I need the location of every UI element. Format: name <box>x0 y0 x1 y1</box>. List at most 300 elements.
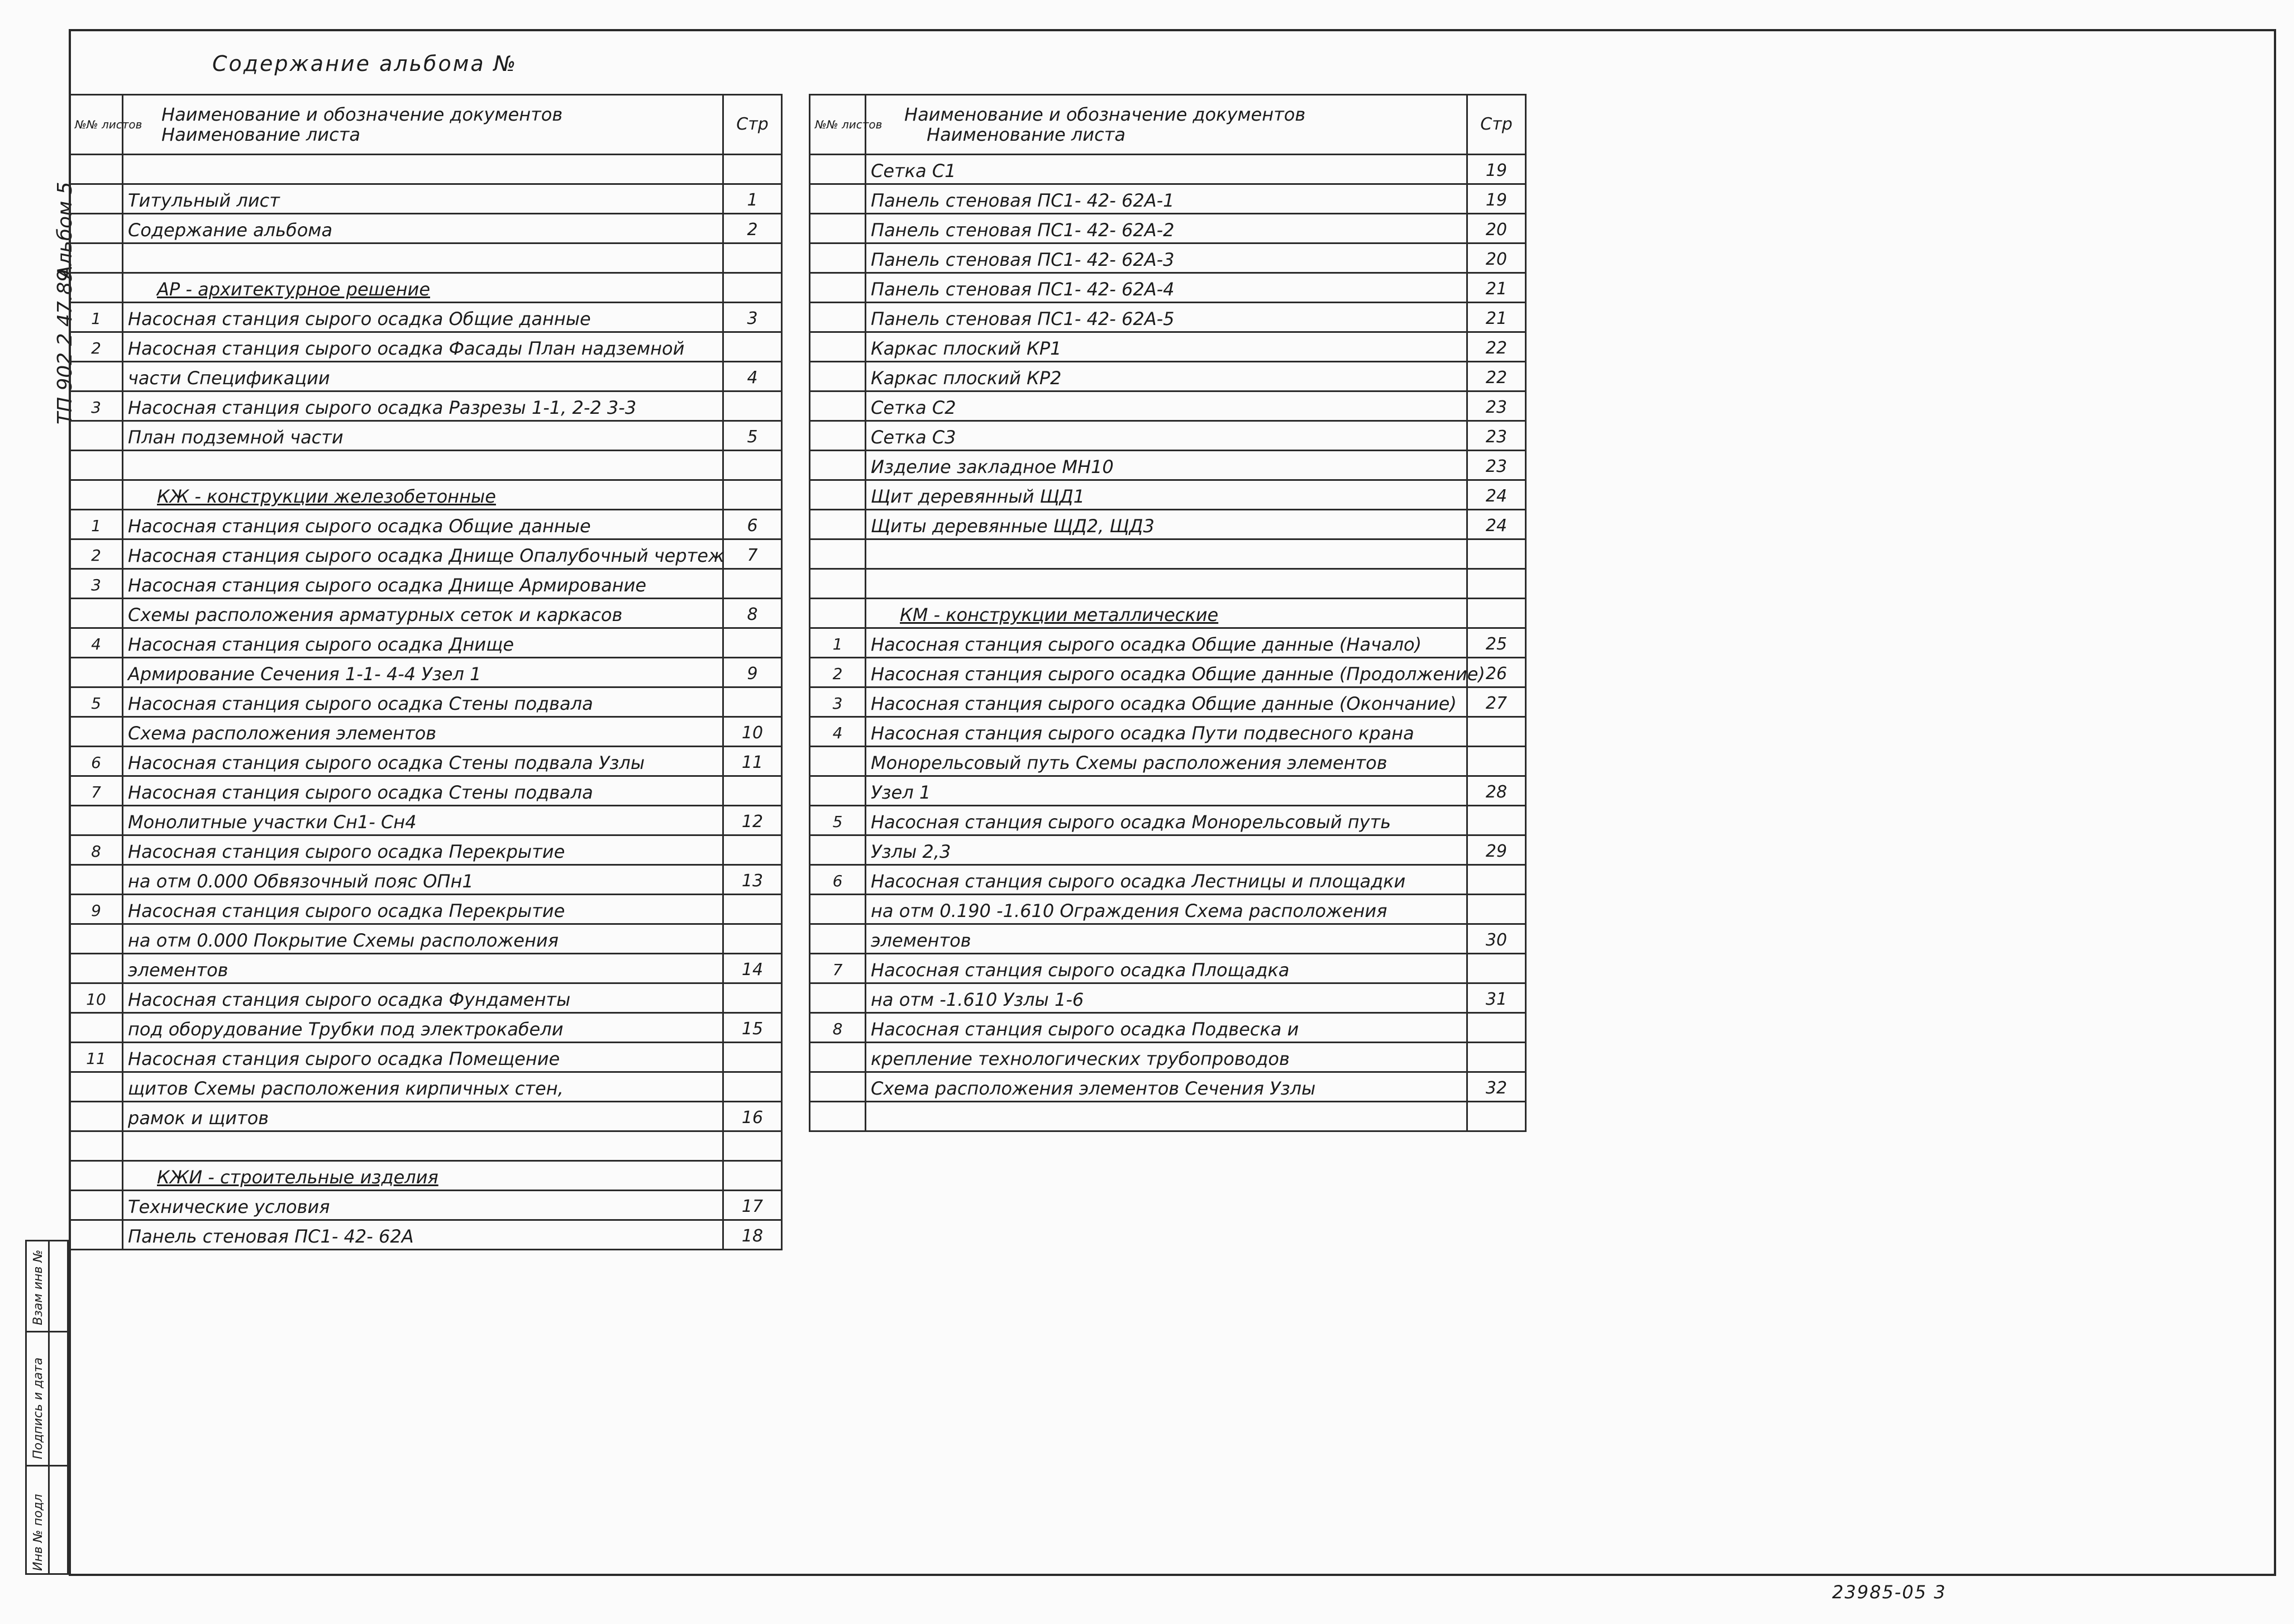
page-number: 16 <box>723 1102 782 1131</box>
sheet-name: Сетка С2 <box>866 391 1467 421</box>
page-number: 23 <box>1467 421 1526 451</box>
table-row <box>810 214 1526 243</box>
table-row <box>70 510 782 539</box>
sheet-number: 4 <box>70 628 123 658</box>
page-number <box>723 451 782 480</box>
sheet-name <box>866 1102 1467 1131</box>
sheet-name: Панель стеновая ПС1- 42- 62А-1 <box>866 184 1467 214</box>
page-number: 12 <box>723 806 782 835</box>
table-row <box>70 895 782 924</box>
sheet-number <box>70 1131 123 1161</box>
sheet-name: Насосная станция сырого осадка Стены подвала <box>123 687 723 717</box>
sheet-name: Насосная станция сырого осадка Помещение <box>123 1043 723 1072</box>
sheet-name: Насосная станция сырого осадка Общие данные (Начало) <box>866 628 1467 658</box>
table-row <box>70 1043 782 1072</box>
table-row <box>810 835 1526 865</box>
table-row <box>810 480 1526 510</box>
table-row <box>810 391 1526 421</box>
page-number: 5 <box>723 421 782 451</box>
table-row <box>70 1102 782 1131</box>
sheet-number <box>810 303 866 332</box>
page-number: 9 <box>723 658 782 687</box>
table-row <box>70 1013 782 1043</box>
page-number: 10 <box>723 717 782 747</box>
table-row <box>810 332 1526 362</box>
page-number: 22 <box>1467 362 1526 391</box>
table-row <box>810 539 1526 569</box>
table-row <box>70 539 782 569</box>
page-number: 26 <box>1467 658 1526 687</box>
sheet-number: 2 <box>70 332 123 362</box>
page-number: 25 <box>1467 628 1526 658</box>
sheet-number: 2 <box>810 658 866 687</box>
page-number <box>1467 1013 1526 1043</box>
table-row <box>70 451 782 480</box>
header-name-line2: Наименование листа <box>161 124 360 145</box>
page-number <box>723 1072 782 1102</box>
table-row <box>810 1102 1526 1131</box>
sheet-number <box>70 717 123 747</box>
page-number: 7 <box>723 539 782 569</box>
sheet-number <box>70 865 123 895</box>
page-number <box>723 895 782 924</box>
section-row <box>810 599 1526 628</box>
sheet-name: Схемы расположения арматурных сеток и каркасов <box>123 599 723 628</box>
table-row <box>810 184 1526 214</box>
header-name <box>866 95 1467 155</box>
sheet-number: 3 <box>810 687 866 717</box>
sheet-code: 23985-05 3 <box>1832 1582 1947 1603</box>
page-number <box>723 569 782 599</box>
page-number <box>723 273 782 303</box>
table-row <box>70 1131 782 1161</box>
sheet-name: Монолитные участки Сн1- Сн4 <box>123 806 723 835</box>
page-number <box>723 1131 782 1161</box>
table-header-row <box>810 95 1526 155</box>
contents-table-left-body <box>70 95 782 1250</box>
table-row <box>70 658 782 687</box>
table-row <box>810 421 1526 451</box>
sheet-number <box>70 599 123 628</box>
sheet-number <box>70 421 123 451</box>
sheet-name: Панель стеновая ПС1- 42- 62А-2 <box>866 214 1467 243</box>
table-row <box>810 1043 1526 1072</box>
page-number: 20 <box>1467 243 1526 273</box>
table-row <box>70 421 782 451</box>
sheet-number: 4 <box>810 717 866 747</box>
section-title: КМ - конструкции металлические <box>866 599 1467 628</box>
sheet-number <box>70 243 123 273</box>
table-row <box>70 717 782 747</box>
sheet-name: Насосная станция сырого осадка Общие данные <box>123 303 723 332</box>
header-name <box>123 95 723 155</box>
table-row <box>810 451 1526 480</box>
sheet-number <box>70 954 123 983</box>
table-row <box>70 569 782 599</box>
sheet-number <box>70 184 123 214</box>
header-name-line2: Наименование листа <box>927 124 1125 145</box>
table-row <box>70 747 782 776</box>
page-number <box>723 924 782 954</box>
page-number: 28 <box>1467 776 1526 806</box>
stamp-divider <box>27 1465 67 1467</box>
sheet-number: 7 <box>810 954 866 983</box>
page-number: 19 <box>1467 184 1526 214</box>
sheet-name: Насосная станция сырого осадка Днище <box>123 628 723 658</box>
sheet-name: Щиты деревянные ЩД2, ЩД3 <box>866 510 1467 539</box>
table-row <box>70 303 782 332</box>
page-number: 23 <box>1467 451 1526 480</box>
table-row <box>810 510 1526 539</box>
page-number: 22 <box>1467 332 1526 362</box>
sheet-name: Щит деревянный ЩД1 <box>866 480 1467 510</box>
sheet-number: 8 <box>810 1013 866 1043</box>
stamp-divider <box>27 1331 67 1332</box>
sheet-name <box>866 539 1467 569</box>
sheet-number <box>810 539 866 569</box>
sheet-name: Насосная станция сырого осадка Днище Опалубочный чертеж <box>123 539 723 569</box>
stamp-replace-inv: Взам инв № <box>31 1249 45 1325</box>
sheet-name: Схема расположения элементов Сечения Узлы <box>866 1072 1467 1102</box>
sheet-number <box>70 1072 123 1102</box>
table-row <box>70 599 782 628</box>
sheet-name: Сетка С1 <box>866 155 1467 184</box>
sheet-number: 10 <box>70 983 123 1013</box>
sheet-number <box>810 1102 866 1131</box>
sheet-number: 6 <box>70 747 123 776</box>
table-row <box>810 687 1526 717</box>
header-page: Стр <box>723 95 782 155</box>
sheet-name: Каркас плоский КР1 <box>866 332 1467 362</box>
sheet-name <box>123 451 723 480</box>
page-number: 32 <box>1467 1072 1526 1102</box>
section-title: КЖ - конструкции железобетонные <box>123 480 723 510</box>
sheet-number: 3 <box>70 391 123 421</box>
table-row <box>70 628 782 658</box>
table-row <box>810 243 1526 273</box>
sheet-name <box>866 569 1467 599</box>
table-row <box>70 1220 782 1250</box>
page-number <box>1467 539 1526 569</box>
sheet-name: Насосная станция сырого осадка Стены подвала Узлы <box>123 747 723 776</box>
table-row <box>70 954 782 983</box>
table-row <box>810 628 1526 658</box>
sheet-name: Насосная станция сырого осадка Разрезы 1-1, 2-2 3-3 <box>123 391 723 421</box>
sheet-name <box>123 1131 723 1161</box>
sheet-number <box>810 569 866 599</box>
album-title: Содержание альбома № <box>212 51 518 76</box>
page-number: 6 <box>723 510 782 539</box>
page-number <box>1467 717 1526 747</box>
sheet-number <box>810 1043 866 1072</box>
sheet-name: План подземной части <box>123 421 723 451</box>
stamp-sign-date: Подпись и дата <box>31 1357 45 1459</box>
table-row <box>70 687 782 717</box>
sheet-number <box>70 1191 123 1220</box>
sheet-number <box>810 776 866 806</box>
sheet-number <box>810 273 866 303</box>
sheet-number: 2 <box>70 539 123 569</box>
table-row <box>810 303 1526 332</box>
sheet-name: Насосная станция сырого осадка Стены подвала <box>123 776 723 806</box>
page-number: 21 <box>1467 273 1526 303</box>
sheet-number <box>810 214 866 243</box>
sheet-name: Насосная станция сырого осадка Общие данные (Продолжение) <box>866 658 1467 687</box>
sheet-name: Насосная станция сырого осадка Перекрытие <box>123 895 723 924</box>
page-number: 21 <box>1467 303 1526 332</box>
sheet-name: на отм 0.000 Покрытие Схемы расположения <box>123 924 723 954</box>
contents-table-right <box>809 94 1527 1132</box>
page-number <box>723 332 782 362</box>
sheet-name: Насосная станция сырого осадка Монорельсовый путь <box>866 806 1467 835</box>
sheet-number <box>810 155 866 184</box>
sheet-name: Панель стеновая ПС1- 42- 62А-5 <box>866 303 1467 332</box>
table-row <box>810 895 1526 924</box>
table-row <box>810 155 1526 184</box>
page-number: 27 <box>1467 687 1526 717</box>
page-number: 1 <box>723 184 782 214</box>
sheet-number <box>70 362 123 391</box>
sheet-number <box>810 895 866 924</box>
sheet-number <box>70 924 123 954</box>
table-row <box>70 391 782 421</box>
section-row <box>70 273 782 303</box>
sheet-number <box>70 1102 123 1131</box>
side-document-code: ТП 902 2 47.89 <box>54 269 77 424</box>
sheet-number: 6 <box>810 865 866 895</box>
sheet-name: Насосная станция сырого осадка Лестницы и площадки <box>866 865 1467 895</box>
table-row <box>70 806 782 835</box>
sheet-name: Титульный лист <box>123 184 723 214</box>
header-page: Стр <box>1467 95 1526 155</box>
stamp-divider <box>48 1241 50 1573</box>
sheet-name: Насосная станция сырого осадка Площадка <box>866 954 1467 983</box>
sheet-number: 7 <box>70 776 123 806</box>
sheet-number <box>810 747 866 776</box>
table-row <box>810 983 1526 1013</box>
table-header-row <box>70 95 782 155</box>
table-row <box>810 273 1526 303</box>
sheet-number: 5 <box>810 806 866 835</box>
sheet-name: на отм 0.000 Обвязочный пояс ОПн1 <box>123 865 723 895</box>
sheet-name: Схема расположения элементов <box>123 717 723 747</box>
sheet-number <box>70 1013 123 1043</box>
table-row <box>70 924 782 954</box>
sheet-name: Насосная станция сырого осадка Подвеска и <box>866 1013 1467 1043</box>
sheet-number <box>810 510 866 539</box>
table-row <box>810 865 1526 895</box>
page-number <box>1467 806 1526 835</box>
sheet-number <box>70 214 123 243</box>
page-number: 23 <box>1467 391 1526 421</box>
section-title: КЖИ - строительные изделия <box>123 1161 723 1191</box>
sheet-name: на отм -1.610 Узлы 1-6 <box>866 983 1467 1013</box>
page-number <box>723 835 782 865</box>
table-row <box>810 747 1526 776</box>
sheet-name: Узел 1 <box>866 776 1467 806</box>
table-row <box>70 362 782 391</box>
sheet-number <box>810 332 866 362</box>
sheet-number: 1 <box>810 628 866 658</box>
page-number: 18 <box>723 1220 782 1250</box>
table-row <box>70 332 782 362</box>
sheet-number <box>810 451 866 480</box>
sheet-name: Насосная станция сырого осадка Днище Армирование <box>123 569 723 599</box>
page-number <box>723 776 782 806</box>
page-number <box>1467 1043 1526 1072</box>
sheet-name <box>123 243 723 273</box>
page-number: 20 <box>1467 214 1526 243</box>
side-album-label: Альбом 5 <box>54 181 77 279</box>
table-row <box>810 362 1526 391</box>
sheet-name: на отм 0.190 -1.610 Ограждения Схема расположения <box>866 895 1467 924</box>
sheet-name: элементов <box>866 924 1467 954</box>
sheet-name: Насосная станция сырого осадка Фундаменты <box>123 983 723 1013</box>
sheet-name: Каркас плоский КР2 <box>866 362 1467 391</box>
header-name-line1: Наименование и обозначение документов <box>161 104 563 125</box>
page-number: 30 <box>1467 924 1526 954</box>
table-row <box>70 835 782 865</box>
page-number: 2 <box>723 214 782 243</box>
page-number: 14 <box>723 954 782 983</box>
page-number <box>723 155 782 184</box>
sheet-name: Монорельсовый путь Схемы расположения элементов <box>866 747 1467 776</box>
header-sheet-number: №№ листов <box>70 95 123 155</box>
sheet-name: щитов Схемы расположения кирпичных стен, <box>123 1072 723 1102</box>
sheet-name: Изделие закладное МН10 <box>866 451 1467 480</box>
page-number: 8 <box>723 599 782 628</box>
sheet-name: Узлы 2,3 <box>866 835 1467 865</box>
page-number: 11 <box>723 747 782 776</box>
table-row <box>810 569 1526 599</box>
contents-table-left <box>69 94 783 1250</box>
sheet-number: 8 <box>70 835 123 865</box>
page-number <box>723 243 782 273</box>
page-number <box>723 480 782 510</box>
sheet-number <box>810 983 866 1013</box>
section-row <box>70 1161 782 1191</box>
table-row <box>70 776 782 806</box>
table-row <box>70 865 782 895</box>
sheet-name: Сетка С3 <box>866 421 1467 451</box>
sheet-number <box>810 835 866 865</box>
sheet-number: 1 <box>70 303 123 332</box>
sheet-name: Содержание альбома <box>123 214 723 243</box>
page-number <box>1467 1102 1526 1131</box>
table-row <box>70 214 782 243</box>
page-number <box>723 1161 782 1191</box>
table-row <box>70 184 782 214</box>
sheet-name: Насосная станция сырого осадка Фасады План надземной <box>123 332 723 362</box>
sheet-number: 3 <box>70 569 123 599</box>
sheet-name: Панель стеновая ПС1- 42- 62А-4 <box>866 273 1467 303</box>
sheet-name <box>123 155 723 184</box>
table-row <box>810 1072 1526 1102</box>
sheet-number <box>70 658 123 687</box>
sheet-number <box>70 1220 123 1250</box>
page-number: 15 <box>723 1013 782 1043</box>
header-sheet-number: №№ листов <box>810 95 866 155</box>
sheet-number <box>70 155 123 184</box>
table-row <box>810 924 1526 954</box>
sheet-number <box>810 391 866 421</box>
sheet-number: 11 <box>70 1043 123 1072</box>
sheet-name: крепление технологических трубопроводов <box>866 1043 1467 1072</box>
page-number <box>1467 954 1526 983</box>
sheet-name: Панель стеновая ПС1- 42- 62А <box>123 1220 723 1250</box>
table-row <box>70 243 782 273</box>
sheet-number: 5 <box>70 687 123 717</box>
page-number <box>723 687 782 717</box>
sheet-number <box>70 480 123 510</box>
sheet-number: 9 <box>70 895 123 924</box>
sheet-name: Насосная станция сырого осадка Общие данные <box>123 510 723 539</box>
page-number <box>723 983 782 1013</box>
section-title: АР - архитектурное решение <box>123 273 723 303</box>
page-number <box>723 391 782 421</box>
sheet-number <box>70 1161 123 1191</box>
page-number <box>1467 599 1526 628</box>
sheet-name: части Спецификации <box>123 362 723 391</box>
sheet-number <box>810 243 866 273</box>
table-row <box>810 717 1526 747</box>
section-row <box>70 480 782 510</box>
page-number: 29 <box>1467 835 1526 865</box>
sheet-number <box>810 362 866 391</box>
page-number <box>723 628 782 658</box>
page-number <box>1467 895 1526 924</box>
page-number <box>1467 865 1526 895</box>
sheet-number <box>810 1072 866 1102</box>
sheet-name: элементов <box>123 954 723 983</box>
sheet-name: Армирование Сечения 1-1- 4-4 Узел 1 <box>123 658 723 687</box>
page-number <box>723 1043 782 1072</box>
page-number: 24 <box>1467 510 1526 539</box>
table-row <box>810 954 1526 983</box>
sheet-number <box>70 806 123 835</box>
page-number: 19 <box>1467 155 1526 184</box>
sheet-number <box>810 421 866 451</box>
table-row <box>70 155 782 184</box>
page-number: 24 <box>1467 480 1526 510</box>
sheet-number <box>810 599 866 628</box>
page-number <box>1467 569 1526 599</box>
sheet-name: Насосная станция сырого осадка Перекрытие <box>123 835 723 865</box>
sheet-number <box>70 273 123 303</box>
sheet-name: Панель стеновая ПС1- 42- 62А-3 <box>866 243 1467 273</box>
stamp-inv-orig: Инв № подл <box>31 1494 45 1571</box>
sheet-number <box>810 924 866 954</box>
sheet-number <box>810 480 866 510</box>
sheet-number <box>810 184 866 214</box>
page-number <box>1467 747 1526 776</box>
table-row <box>810 776 1526 806</box>
sheet-number: 1 <box>70 510 123 539</box>
sheet-name: под оборудование Трубки под электрокабели <box>123 1013 723 1043</box>
page-number: 4 <box>723 362 782 391</box>
sheet-name: Насосная станция сырого осадка Пути подвесного крана <box>866 717 1467 747</box>
sheet-name: Технические условия <box>123 1191 723 1220</box>
table-row <box>70 1072 782 1102</box>
page-number: 17 <box>723 1191 782 1220</box>
table-row <box>810 658 1526 687</box>
page-number: 31 <box>1467 983 1526 1013</box>
table-row <box>70 1191 782 1220</box>
contents-table-right-body <box>810 95 1526 1131</box>
sheet-name: Насосная станция сырого осадка Общие данные (Окончание) <box>866 687 1467 717</box>
table-row <box>70 983 782 1013</box>
header-name-line1: Наименование и обозначение документов <box>904 104 1306 125</box>
